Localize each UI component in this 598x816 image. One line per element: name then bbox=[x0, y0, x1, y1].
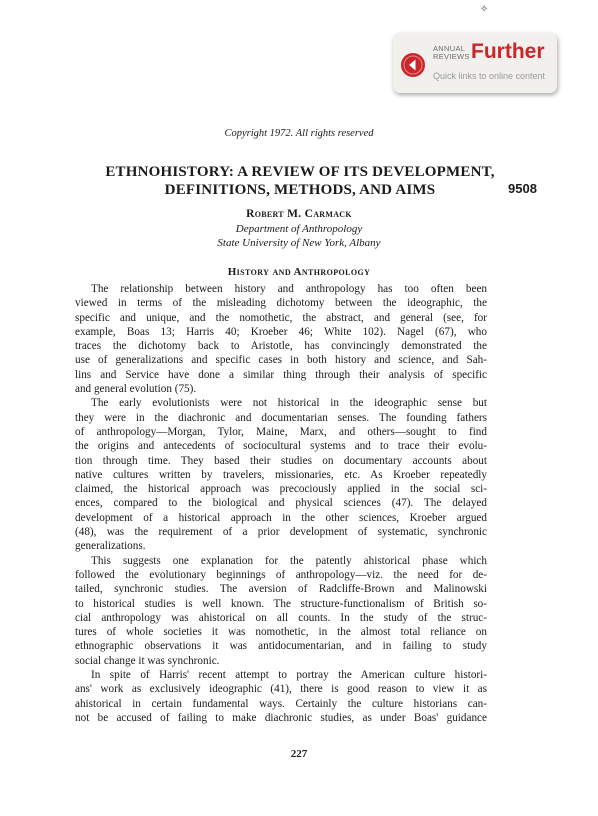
author-name: Robert M. Carmack bbox=[246, 208, 352, 220]
body-line: not be accused of failing to make diachronic studies, as under Boas' guidance bbox=[75, 711, 487, 724]
body-line: tion through time. They based their studies on documentary accounts about bbox=[75, 454, 487, 467]
body-line: development of a historical approach in the other sciences, Kroeber argued bbox=[75, 511, 487, 524]
further-arrow-icon bbox=[401, 53, 425, 77]
body-line: traces the dichotomy back to Aristotle, has convincingly demonstrated the bbox=[75, 340, 487, 353]
body-line: native cultures written by travelers, missionaries, etc. As Kroeber repeatedly bbox=[75, 468, 487, 481]
body-line: the origins and antecedents of sociocultural systems and to trace their evolu- bbox=[75, 440, 487, 453]
body-line: of anthropology—Morgan, Tylor, Maine, Marx, and others—sought to find bbox=[75, 425, 487, 438]
page-number: 227 bbox=[290, 748, 308, 760]
article-title bbox=[60, 164, 540, 199]
body-line: This suggests one explanation for the patently ahistorical phase which bbox=[91, 554, 487, 567]
body-line: tailed, synchronic studies. The aversion of Radcliffe-Brown and Malinowski bbox=[75, 583, 487, 596]
article-number: 9508 bbox=[508, 181, 537, 196]
copyright-notice: Copyright 1972. All rights reserved bbox=[224, 128, 374, 139]
body-line: In spite of Harris' recent attempt to portray the American culture histori- bbox=[91, 669, 487, 682]
annual-reviews-further-badge[interactable] bbox=[393, 33, 557, 93]
badge-quick-links-text: Quick links to online content bbox=[433, 71, 546, 81]
body-text bbox=[75, 282, 487, 725]
body-line: generalizations. bbox=[75, 540, 146, 553]
body-line: viewed in terms of the misleading dichotomy between the ideographic, the bbox=[75, 297, 487, 310]
corner-mark: ✧ bbox=[480, 4, 489, 15]
body-line: ethnographic observations it was antidocumentarian, and in failing to study bbox=[75, 640, 487, 653]
body-line: claimed, the historical approach was precociously applied in the social sci- bbox=[75, 483, 487, 496]
body-line: and general evolution (75). bbox=[75, 383, 197, 396]
body-line: example, Boas 13; Harris 40; Kroeber 46; White 102). Nagel (67), who bbox=[75, 325, 487, 338]
body-line: social change it was synchronic. bbox=[75, 654, 220, 667]
section-heading: History and Anthropology bbox=[227, 266, 371, 278]
body-line: specific and unique, and the nomothetic, the abstract, and general (see, for bbox=[75, 311, 487, 324]
body-line: tures of whole societies it was nomothetic, in the almost total reliance on bbox=[75, 626, 487, 639]
body-line: to historical studies is well known. The structure-functionalism of British so- bbox=[75, 597, 487, 610]
badge-further-label: Further bbox=[471, 40, 545, 63]
body-line: The relationship between history and anthropology has too often been bbox=[91, 283, 487, 295]
body-line: ences, compared to the biological and physical sciences (47). The delayed bbox=[75, 497, 487, 510]
body-line: (48), was the requirement of a prior development of systematic, synchronic bbox=[75, 526, 487, 539]
badge-annual-reviews-label: ANNUAL REVIEWS bbox=[433, 44, 470, 61]
author-university: State University of New York, Albany bbox=[217, 237, 381, 249]
body-line: The early evolutionists were not historical in the ideographic sense but bbox=[91, 397, 487, 410]
body-line: followed the evolutionary beginnings of anthropology—viz. the need for de- bbox=[75, 568, 487, 581]
body-line: use of generalizations and specific cases in both history and science, and Sah- bbox=[75, 354, 487, 367]
body-line: they were in the diachronic and documentarian senses. The founding fathers bbox=[75, 411, 487, 424]
body-line: cial anthropology was ahistorical on all counts. In the study of the struc- bbox=[75, 611, 487, 624]
author-department: Department of Anthropology bbox=[235, 223, 363, 235]
body-line: ahistorical in certain fundamental ways. Certainly the culture historians can- bbox=[75, 697, 487, 710]
title-line: DEFINITIONS, METHODS, AND AIMS bbox=[164, 181, 436, 198]
body-line: lins and Service have done a similar thing through their analysis of specific bbox=[75, 368, 487, 381]
body-line: ans' work as exclusively ideographic (41), there is good reason to view it as bbox=[75, 683, 487, 696]
title-line: ETHNOHISTORY: A REVIEW OF ITS DEVELOPMENT, bbox=[105, 164, 495, 180]
